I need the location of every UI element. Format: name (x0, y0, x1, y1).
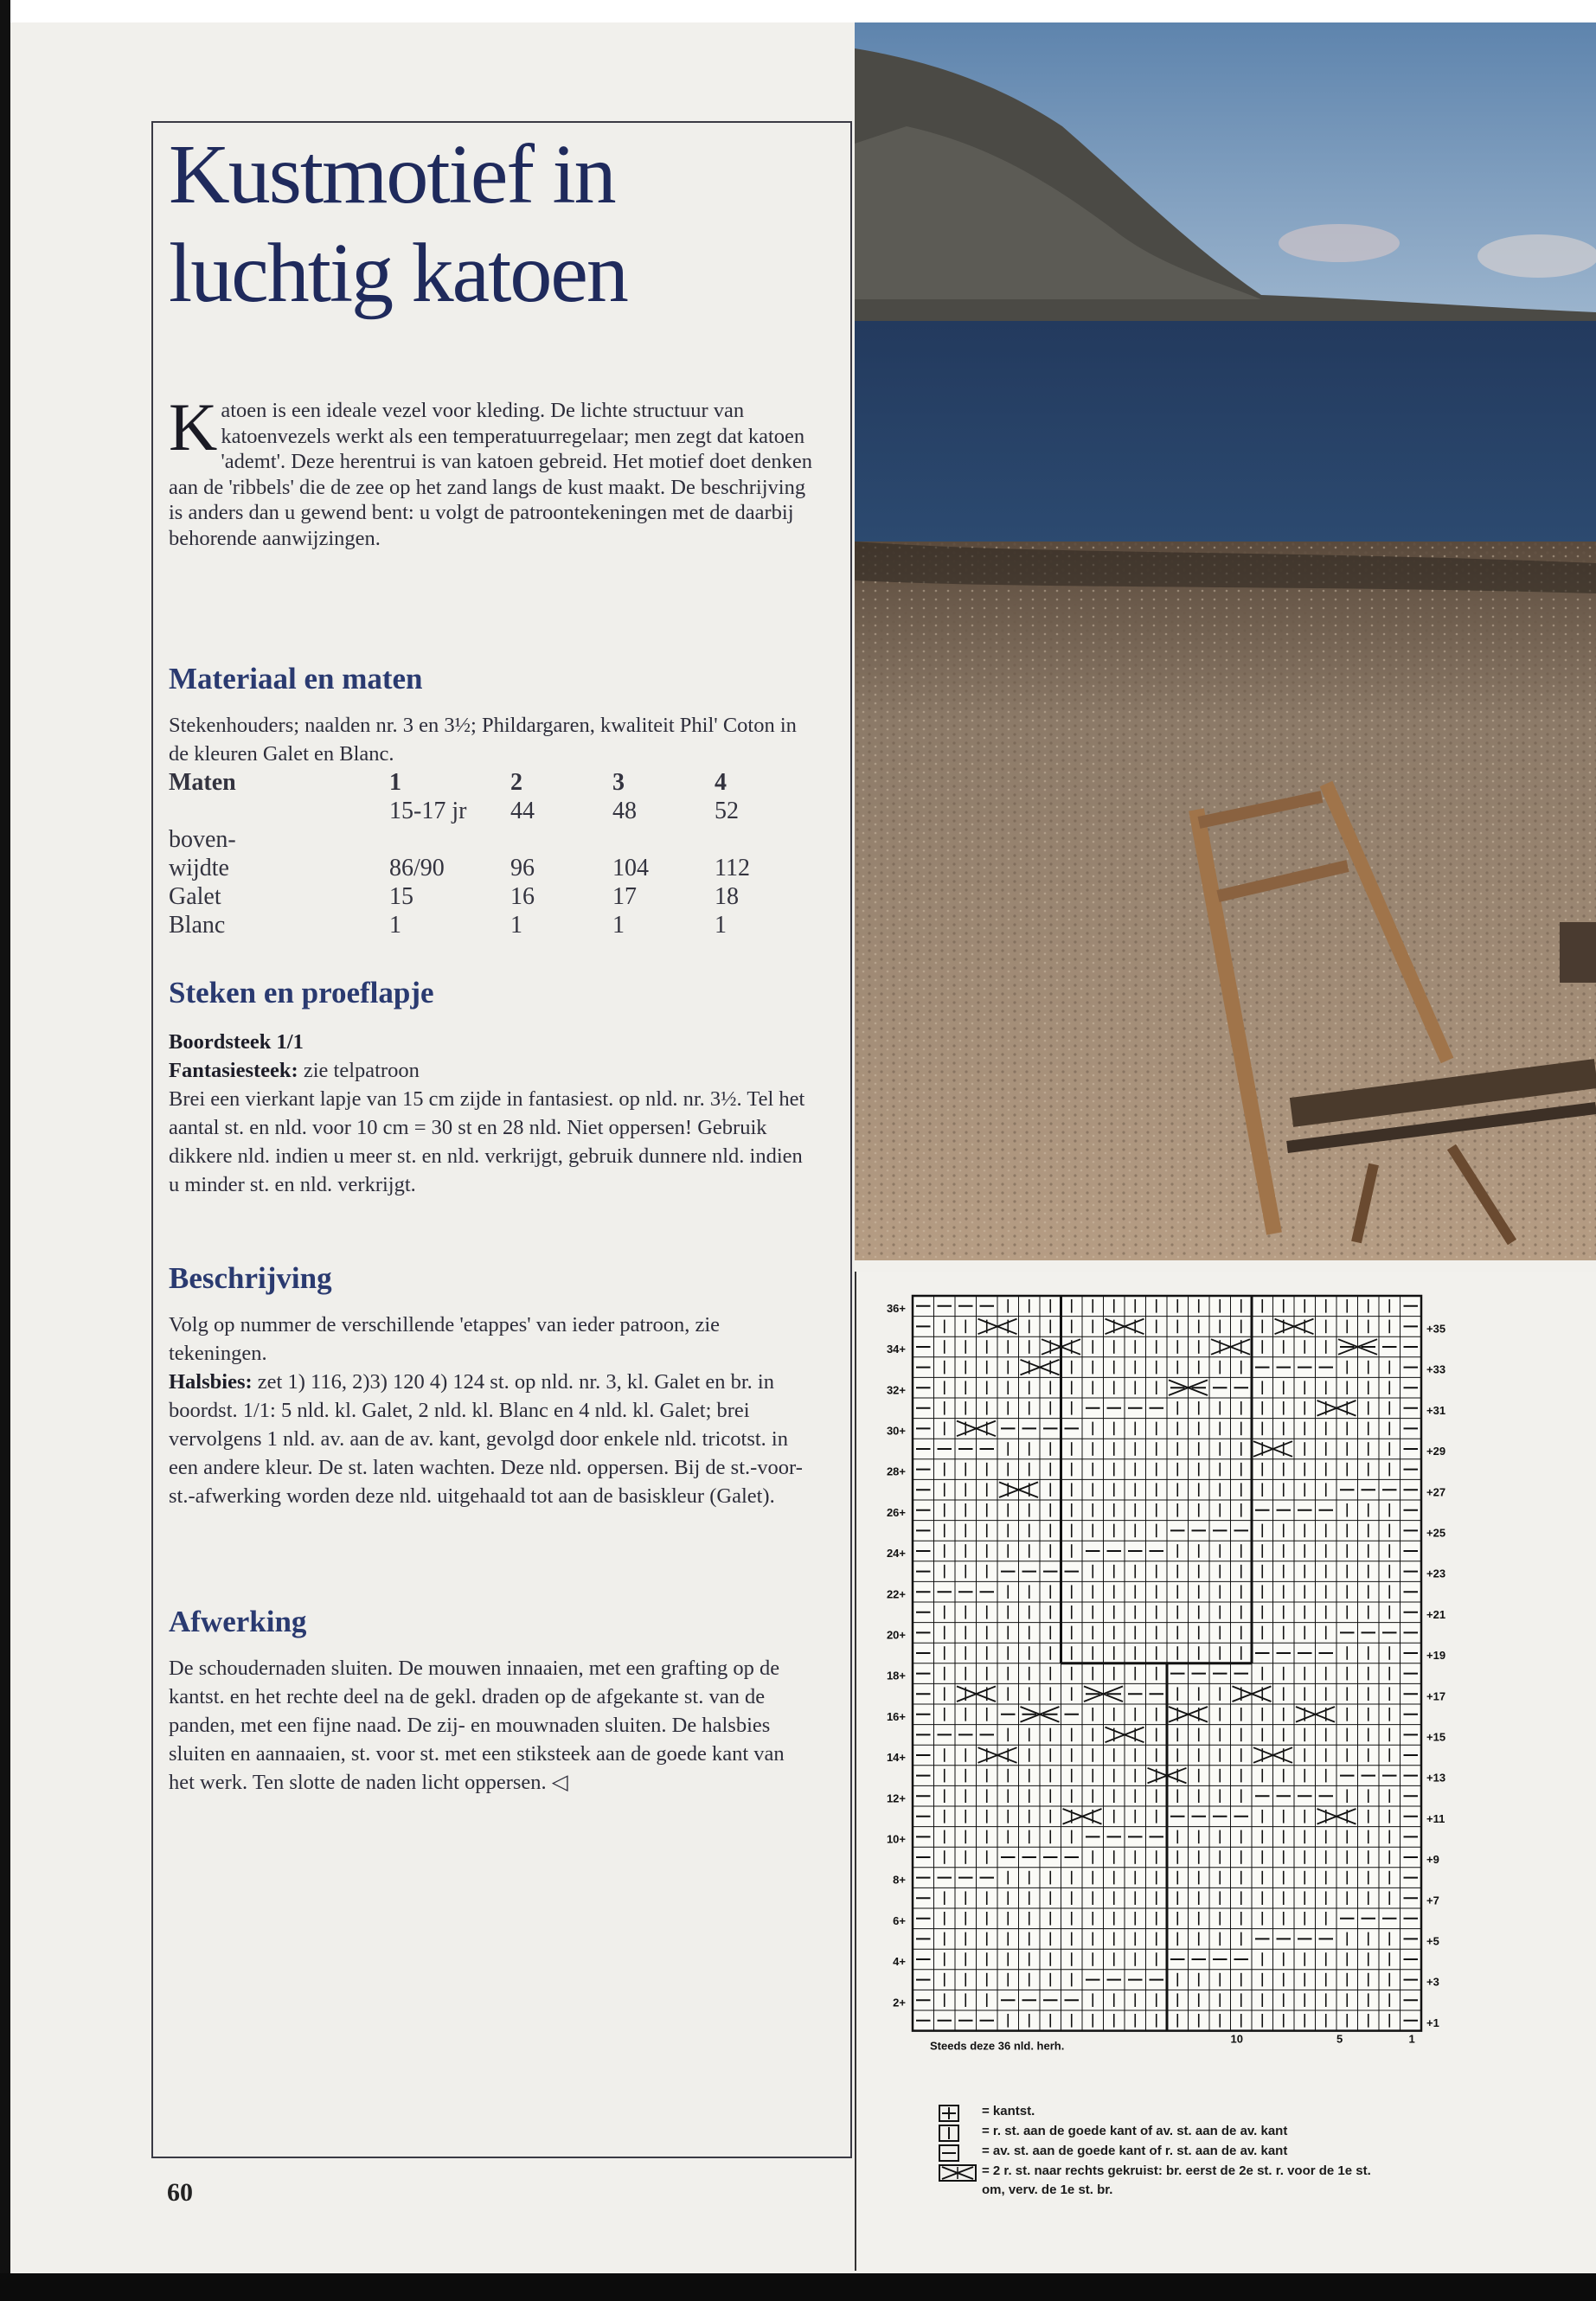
table-cell: 1 (389, 912, 401, 939)
chart-row-label-left: 26+ (886, 1505, 906, 1519)
table-cell: Blanc (169, 912, 226, 939)
table-cell: 1 (715, 912, 727, 939)
table-cell: 48 (612, 798, 637, 824)
chart-column-number: 5 (1336, 2032, 1343, 2046)
chart-row-label-right: +1 (1426, 2016, 1439, 2029)
chart-row-label-left: 36+ (886, 1301, 906, 1315)
intro-text: atoen is een ideale vezel voor kleding. De lichte structuur van katoenvezels werkt als een temperatuurregelaar; men zegt dat katoen 'ademt'. Deze herentrui is van katoen gebreid. Het motief doet denken aan de 'ribbels' die de zee op het zand langs de kust maakt. De beschrijving is anders dan u gewend bent: u volgt de patroontekeningen met de daarbij behorende aanwijzingen. (169, 399, 813, 550)
halsbies-text: zet 1) 116, 2)3) 120 4) 124 st. op nld. nr. 3, kl. Galet en br. in boordst. 1/1: 5 nld. kl. Galet, 2 nld. kl. Blanc en 4 nld. kl. Galet; brei vervolgens 1 nld. av. aan de av. kant, gevolgd door enkele nld. tricotst. in een andere kleur. De st. laten wachten. Deze nld. oppersen. Bij de st.-voor-st.-afwerking worden deze nld. uitgehaald tot aan de basiskleur (Galet). (169, 1370, 803, 1508)
chart-row-label-left: 32+ (886, 1383, 906, 1397)
heading-steken: Steken en proeflapje (169, 976, 434, 1009)
chart-row-label-left: 28+ (886, 1465, 906, 1478)
table-cell: Galet (169, 883, 221, 910)
legend-row (939, 2102, 1579, 2122)
chart-row-label-left: 6+ (893, 1913, 906, 1927)
chart-row-label-left: 8+ (893, 1873, 906, 1887)
table-row (169, 882, 784, 911)
sizes-table (169, 768, 784, 939)
table-cell (715, 825, 784, 854)
chart-row-label-right: +21 (1426, 1607, 1446, 1621)
legend-text: = 2 r. st. naar rechts gekruist: br. eerst de 2e st. r. voor de 1e st. om, verv. de 1e st. br. (982, 2163, 1371, 2197)
table-row (169, 768, 784, 797)
chart-row-label-left: 24+ (886, 1547, 906, 1561)
chart-row-label-left: 10+ (886, 1832, 906, 1846)
legend-text: = r. st. aan de goede kant of av. st. aan de av. kant (982, 2124, 1288, 2138)
title-line-1: Kustmotief in (169, 128, 615, 221)
table-cell: 1 (510, 912, 522, 939)
kantst-symbol-icon (939, 2105, 959, 2122)
steken-text: Brei een vierkant lapje van 15 cm zijde in fantasiest. op nld. nr. 3½. Tel het aantal st. en nld. voor 10 cm = 30 st en 28 nld. Niet oppersen! Gebruik dikkere nld. indien u meer st. en nld. verkrijgt, gebruik dunnere nld. indien u minder st. en nld. verkrijgt. (169, 1087, 805, 1196)
chart-legend (939, 2102, 1579, 2200)
table-cell: 1 (612, 912, 625, 939)
title-line-2: luchtig katoen (169, 227, 627, 320)
halsbies-label: Halsbies: (169, 1370, 253, 1394)
chart-row-label-right: +15 (1426, 1730, 1446, 1744)
materiaal-text: Stekenhouders; naalden nr. 3 en 3½; Phildargaren, kwaliteit Phil' Coton in de kleuren Galet en Blanc. (169, 714, 797, 766)
chart-repeat-note: Steeds deze 36 nld. herh. (930, 2039, 1065, 2053)
chart-row-label-right: +7 (1426, 1894, 1439, 1907)
chart-row-label-left: 2+ (893, 1996, 906, 2009)
chart-row-label-left: 22+ (886, 1587, 906, 1601)
drop-cap: K (169, 389, 218, 465)
chart-row-label-left: 14+ (886, 1751, 906, 1765)
chart-row-label-left: 18+ (886, 1669, 906, 1682)
chart-row-label-right: +11 (1426, 1811, 1445, 1825)
legend-text: = av. st. aan de goede kant of r. st. aan de av. kant (982, 2144, 1288, 2158)
chart-row-label-right: +23 (1426, 1567, 1446, 1580)
vertical-bar-symbol-icon (939, 2125, 959, 2142)
steken-section (169, 1028, 813, 1199)
table-cell: 52 (715, 798, 739, 824)
table-cell: wijdte (169, 855, 229, 881)
chart-row-label-left: 34+ (886, 1343, 906, 1356)
chart-column-number: 10 (1230, 2032, 1243, 2046)
chart-row-label-left: 30+ (886, 1424, 906, 1438)
table-cell: 2 (510, 769, 522, 796)
table-cell: 1 (389, 769, 401, 796)
beach-photo (855, 22, 1596, 1260)
table-cell: 44 (510, 798, 535, 824)
chart-row-label-right: +25 (1426, 1526, 1446, 1540)
chart-row-label-right: +35 (1426, 1322, 1446, 1336)
legend-row (939, 2122, 1579, 2142)
table-cell: 15-17 jr (389, 798, 467, 824)
chart-row-label-left: 20+ (886, 1628, 906, 1642)
table-cell: 4 (715, 769, 727, 796)
fantasiesteek-text: zie telpatroon (303, 1059, 420, 1082)
table-cell: Maten (169, 769, 236, 796)
chart-row-label-left: 12+ (886, 1791, 906, 1805)
heading-materiaal: Materiaal en maten (169, 662, 423, 695)
chart-row-label-right: +31 (1426, 1403, 1446, 1417)
page-left-edge (0, 0, 10, 2301)
chart-row-label-right: +29 (1426, 1445, 1446, 1458)
table-row (169, 911, 784, 939)
table-cell: 3 (612, 769, 625, 796)
chart-row-label-right: +17 (1426, 1689, 1446, 1703)
horizontal-bar-symbol-icon (939, 2144, 959, 2162)
chart-row-label-left: 16+ (886, 1709, 906, 1723)
table-cell: 16 (510, 883, 535, 910)
table-cell: 15 (389, 883, 413, 910)
fantasiesteek-label: Fantasiesteek: (169, 1059, 298, 1082)
legend-row (939, 2142, 1579, 2162)
table-cell: 104 (612, 855, 649, 881)
beschrijving-section (169, 1311, 813, 1510)
table-cell: 17 (612, 883, 637, 910)
chart-row-label-left: 4+ (893, 1955, 906, 1969)
beschrijving-text: Volg op nummer de verschillende 'etappes' van ieder patroon, zie tekeningen. (169, 1313, 720, 1365)
chart-row-label-right: +27 (1426, 1485, 1446, 1499)
chart-row-label-right: +33 (1426, 1362, 1446, 1376)
afwerking-text: De schoudernaden sluiten. De mouwen innaaien, met een grafting op de kantst. en het rechte deel na de gekl. draden op de afgekante st. van de panden, met een fijne naad. De zij- en mouwnaden sluiten. De halsbies sluiten en aannaaien, st. voor st. met een stiksteek aan de goede kant van het werk. Ten slotte de naden licht oppersen. ◁ (169, 1657, 785, 1794)
table-cell (169, 797, 389, 825)
intro-paragraph (169, 389, 813, 551)
chart-column-number: 1 (1408, 2032, 1415, 2046)
knitting-chart (878, 1280, 1587, 2076)
chart-row-label-right: +3 (1426, 1975, 1439, 1989)
heading-beschrijving: Beschrijving (169, 1261, 332, 1295)
cross-symbol-icon (939, 2164, 977, 2182)
table-cell: 86/90 (389, 855, 445, 881)
page-top-margin (0, 0, 1596, 22)
legend-row (939, 2162, 1579, 2200)
table-cell: 18 (715, 883, 739, 910)
chart-row-label-right: +5 (1426, 1934, 1439, 1948)
beach-chair-photo-icon (855, 22, 1596, 1260)
table-cell: 112 (715, 855, 750, 881)
article-title (169, 125, 627, 323)
table-cell (389, 825, 510, 854)
page-bottom-edge (0, 2273, 1596, 2301)
table-row (169, 825, 784, 854)
page-number: 60 (167, 2178, 193, 2207)
table-row (169, 797, 784, 825)
chart-row-label-right: +19 (1426, 1649, 1446, 1663)
table-cell (510, 825, 612, 854)
chart-row-label-right: +9 (1426, 1853, 1439, 1867)
heading-afwerking: Afwerking (169, 1605, 307, 1638)
table-cell: 96 (510, 855, 535, 881)
boordsteek-label: Boordsteek 1/1 (169, 1030, 304, 1054)
chart-row-label-right: +13 (1426, 1771, 1446, 1785)
table-cell: boven- (169, 826, 236, 853)
table-cell (612, 825, 715, 854)
table-row (169, 854, 784, 882)
legend-text: = kantst. (982, 2104, 1035, 2118)
